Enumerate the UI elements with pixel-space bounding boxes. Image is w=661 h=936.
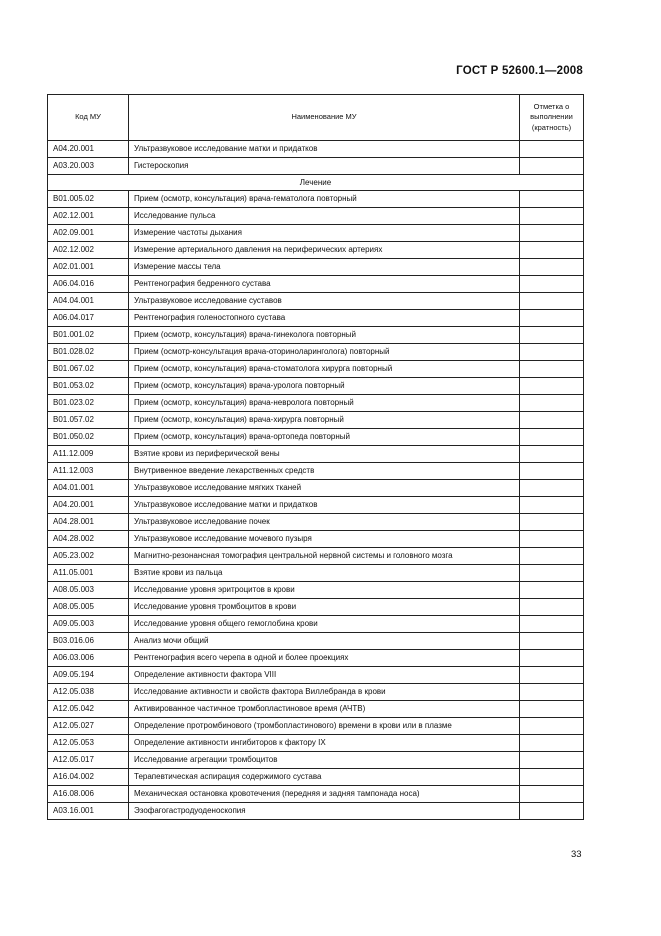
- completion-mark-cell: [520, 225, 584, 242]
- completion-mark-cell: [520, 242, 584, 259]
- table-row: [48, 276, 584, 293]
- completion-mark-cell: [520, 735, 584, 752]
- service-code: B01.057.02: [48, 412, 129, 429]
- completion-mark-cell: [520, 446, 584, 463]
- service-code: A12.05.038: [48, 684, 129, 701]
- service-name: Определение протромбинового (тромбопластинового) времени в крови или в плазме: [129, 718, 520, 735]
- service-name: Активированное частичное тромбопластиновое время (АЧТВ): [129, 701, 520, 718]
- service-name: Прием (осмотр, консультация) врача-уролога повторный: [129, 378, 520, 395]
- standard-designation: ГОСТ Р 52600.1—2008: [456, 65, 583, 77]
- service-code: B03.016.06: [48, 633, 129, 650]
- header-mark: Отметка о выполнении (кратность): [520, 95, 584, 141]
- header-name: Наименование МУ: [129, 95, 520, 141]
- table-section-row: [48, 175, 584, 191]
- table-row: [48, 242, 584, 259]
- service-name: Ультразвуковое исследование матки и придатков: [129, 497, 520, 514]
- table-row: [48, 158, 584, 175]
- service-code: B01.050.02: [48, 429, 129, 446]
- service-name: Измерение артериального давления на периферических артериях: [129, 242, 520, 259]
- table-row: [48, 769, 584, 786]
- header-code: Код МУ: [48, 95, 129, 141]
- service-name: Взятие крови из пальца: [129, 565, 520, 582]
- table-row: [48, 599, 584, 616]
- service-code: A04.28.002: [48, 531, 129, 548]
- service-code: A04.01.001: [48, 480, 129, 497]
- table-row: [48, 480, 584, 497]
- completion-mark-cell: [520, 344, 584, 361]
- service-code: A12.05.027: [48, 718, 129, 735]
- service-code: A09.05.194: [48, 667, 129, 684]
- service-code: B01.067.02: [48, 361, 129, 378]
- service-code: A06.03.006: [48, 650, 129, 667]
- completion-mark-cell: [520, 497, 584, 514]
- completion-mark-cell: [520, 718, 584, 735]
- service-name: Внутривенное введение лекарственных средств: [129, 463, 520, 480]
- service-name: Определение активности ингибиторов к фактору IX: [129, 735, 520, 752]
- service-code: A06.04.016: [48, 276, 129, 293]
- completion-mark-cell: [520, 480, 584, 497]
- service-code: A12.05.042: [48, 701, 129, 718]
- service-name: Взятие крови из периферической вены: [129, 446, 520, 463]
- table-row: [48, 497, 584, 514]
- table-row: [48, 310, 584, 327]
- completion-mark-cell: [520, 769, 584, 786]
- table-row: [48, 446, 584, 463]
- completion-mark-cell: [520, 650, 584, 667]
- table-row: [48, 293, 584, 310]
- completion-mark-cell: [520, 327, 584, 344]
- completion-mark-cell: [520, 395, 584, 412]
- service-name: Ультразвуковое исследование мочевого пузыря: [129, 531, 520, 548]
- table-header-row: [48, 95, 584, 141]
- completion-mark-cell: [520, 684, 584, 701]
- completion-mark-cell: [520, 582, 584, 599]
- table-row: [48, 531, 584, 548]
- completion-mark-cell: [520, 412, 584, 429]
- service-code: B01.001.02: [48, 327, 129, 344]
- service-code: B01.028.02: [48, 344, 129, 361]
- completion-mark-cell: [520, 803, 584, 820]
- service-code: A04.20.001: [48, 141, 129, 158]
- table-row: [48, 327, 584, 344]
- service-code: B01.023.02: [48, 395, 129, 412]
- service-name: Магнитно-резонансная томография центральной нервной системы и головного мозга: [129, 548, 520, 565]
- table-row: [48, 803, 584, 820]
- service-name: Прием (осмотр, консультация) врача-хирурга повторный: [129, 412, 520, 429]
- table-body: [48, 141, 584, 820]
- table-row: [48, 395, 584, 412]
- service-code: A03.20.003: [48, 158, 129, 175]
- table-row: [48, 548, 584, 565]
- medical-services-table: [47, 94, 584, 820]
- table-row: [48, 361, 584, 378]
- service-name: Исследование пульса: [129, 208, 520, 225]
- service-code: A04.28.001: [48, 514, 129, 531]
- service-code: A08.05.005: [48, 599, 129, 616]
- service-name: Ультразвуковое исследование мягких тканей: [129, 480, 520, 497]
- completion-mark-cell: [520, 310, 584, 327]
- completion-mark-cell: [520, 293, 584, 310]
- section-title: Лечение: [48, 175, 584, 191]
- completion-mark-cell: [520, 361, 584, 378]
- service-name: Исследование уровня эритроцитов в крови: [129, 582, 520, 599]
- completion-mark-cell: [520, 752, 584, 769]
- table-row: [48, 718, 584, 735]
- service-code: A11.12.009: [48, 446, 129, 463]
- service-code: A06.04.017: [48, 310, 129, 327]
- service-code: A11.12.003: [48, 463, 129, 480]
- table-row: [48, 565, 584, 582]
- service-name: Прием (осмотр, консультация) врача-стоматолога хирурга повторный: [129, 361, 520, 378]
- completion-mark-cell: [520, 378, 584, 395]
- table-row: [48, 429, 584, 446]
- service-name: Прием (осмотр, консультация) врача-невролога повторный: [129, 395, 520, 412]
- service-name: Исследование уровня общего гемоглобина крови: [129, 616, 520, 633]
- completion-mark-cell: [520, 531, 584, 548]
- table-row: [48, 684, 584, 701]
- service-name: Прием (осмотр-консультация врача-оториноларинголога) повторный: [129, 344, 520, 361]
- service-name: Прием (осмотр, консультация) врача-ортопеда повторный: [129, 429, 520, 446]
- service-code: A02.01.001: [48, 259, 129, 276]
- service-code: A02.09.001: [48, 225, 129, 242]
- completion-mark-cell: [520, 158, 584, 175]
- service-name: Ультразвуковое исследование матки и придатков: [129, 141, 520, 158]
- table-row: [48, 701, 584, 718]
- completion-mark-cell: [520, 633, 584, 650]
- completion-mark-cell: [520, 276, 584, 293]
- service-name: Измерение частоты дыхания: [129, 225, 520, 242]
- service-name: Гистероскопия: [129, 158, 520, 175]
- completion-mark-cell: [520, 616, 584, 633]
- table-row: [48, 752, 584, 769]
- service-name: Терапевтическая аспирация содержимого сустава: [129, 769, 520, 786]
- completion-mark-cell: [520, 667, 584, 684]
- service-name: Ультразвуковое исследование почек: [129, 514, 520, 531]
- table-row: [48, 616, 584, 633]
- completion-mark-cell: [520, 514, 584, 531]
- service-code: A03.16.001: [48, 803, 129, 820]
- table-row: [48, 514, 584, 531]
- table-row: [48, 650, 584, 667]
- service-code: A16.08.006: [48, 786, 129, 803]
- table-row: [48, 208, 584, 225]
- completion-mark-cell: [520, 786, 584, 803]
- service-code: A16.04.002: [48, 769, 129, 786]
- service-code: A04.20.001: [48, 497, 129, 514]
- service-code: A02.12.001: [48, 208, 129, 225]
- completion-mark-cell: [520, 429, 584, 446]
- service-code: B01.005.02: [48, 191, 129, 208]
- service-code: A08.05.003: [48, 582, 129, 599]
- completion-mark-cell: [520, 463, 584, 480]
- completion-mark-cell: [520, 141, 584, 158]
- completion-mark-cell: [520, 701, 584, 718]
- table-row: [48, 259, 584, 276]
- service-name: Эзофагогастродуоденоскопия: [129, 803, 520, 820]
- service-code: A11.05.001: [48, 565, 129, 582]
- table-row: [48, 378, 584, 395]
- table-row: [48, 735, 584, 752]
- service-name: Ультразвуковое исследование суставов: [129, 293, 520, 310]
- service-name: Прием (осмотр, консультация) врача-гематолога повторный: [129, 191, 520, 208]
- table-row: [48, 667, 584, 684]
- completion-mark-cell: [520, 191, 584, 208]
- table-row: [48, 786, 584, 803]
- service-name: Рентгенография голеностопного сустава: [129, 310, 520, 327]
- service-name: Анализ мочи общий: [129, 633, 520, 650]
- service-code: B01.053.02: [48, 378, 129, 395]
- table-row: [48, 633, 584, 650]
- completion-mark-cell: [520, 565, 584, 582]
- table-row: [48, 463, 584, 480]
- service-name: Механическая остановка кровотечения (передняя и задняя тампонада носа): [129, 786, 520, 803]
- service-code: A12.05.053: [48, 735, 129, 752]
- service-code: A02.12.002: [48, 242, 129, 259]
- table-row: [48, 225, 584, 242]
- service-name: Исследование уровня тромбоцитов в крови: [129, 599, 520, 616]
- service-code: A05.23.002: [48, 548, 129, 565]
- table-row: [48, 141, 584, 158]
- table-row: [48, 412, 584, 429]
- table-row: [48, 582, 584, 599]
- service-name: Исследование активности и свойств фактора Виллебранда в крови: [129, 684, 520, 701]
- completion-mark-cell: [520, 208, 584, 225]
- service-code: A04.04.001: [48, 293, 129, 310]
- service-code: A09.05.003: [48, 616, 129, 633]
- service-code: A12.05.017: [48, 752, 129, 769]
- service-name: Определение активности фактора VIII: [129, 667, 520, 684]
- service-name: Прием (осмотр, консультация) врача-гинеколога повторный: [129, 327, 520, 344]
- service-name: Исследование агрегации тромбоцитов: [129, 752, 520, 769]
- service-name: Измерение массы тела: [129, 259, 520, 276]
- table-row: [48, 344, 584, 361]
- completion-mark-cell: [520, 548, 584, 565]
- completion-mark-cell: [520, 599, 584, 616]
- table-row: [48, 191, 584, 208]
- page-number: 33: [571, 849, 582, 860]
- completion-mark-cell: [520, 259, 584, 276]
- service-name: Рентгенография всего черепа в одной и более проекциях: [129, 650, 520, 667]
- service-name: Рентгенография бедренного сустава: [129, 276, 520, 293]
